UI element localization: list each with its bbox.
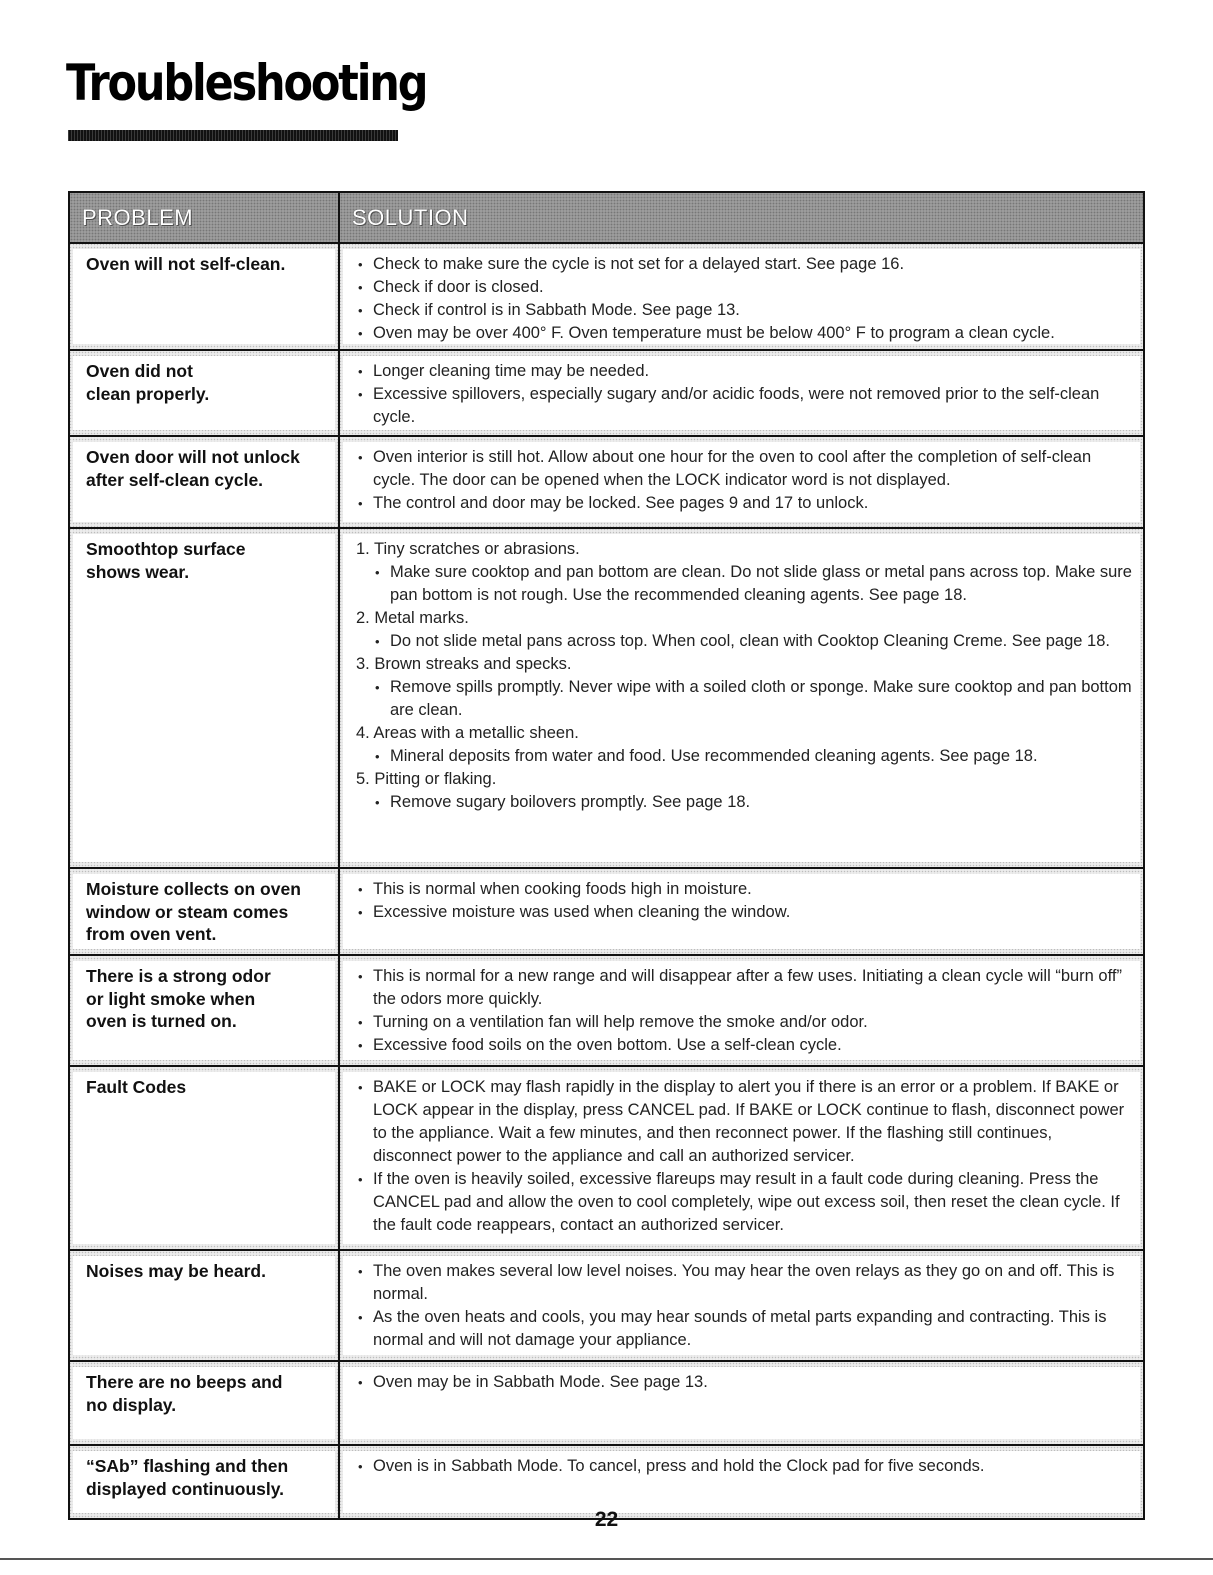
footer-rule [0,1558,1213,1560]
table-row [69,955,1144,1066]
table-row [69,1250,1144,1361]
table-row [69,350,1144,436]
solution-numbered-item: 4. Areas with a metallic sheen. [356,724,579,742]
solution-bullet-item: • Turning on a ventilation fan will help remove the smoke and/or odor. [356,1011,1132,1034]
solution-cell [339,1066,1144,1250]
solution-bullet-item: • Excessive spillovers, especially sugary and/or acidic foods, were not removed prior to the self-clean cycle. [356,383,1132,429]
solution-bullet-item: • The control and door may be locked. See pages 9 and 17 to unlock. [356,492,1132,515]
solution-cell [339,528,1144,868]
solution-bullet-item: • Oven is in Sabbath Mode. To cancel, press and hold the Clock pad for five seconds. [356,1455,1132,1478]
solution-bullet-item: • The oven makes several low level noises. You may hear the oven relays as they go on and off. This is normal. [356,1260,1132,1306]
solution-bullet-item: • This is normal for a new range and will disappear after a few uses. Initiating a clean cycle will “burn off” the odors more quickly. [356,965,1132,1011]
solution-bullet-item: • Make sure cooktop and pan bottom are clean. Do not slide glass or metal pans across top. Make sure pan bottom is not rough. Use the recommended cleaning agents. See page 18. [356,561,1132,607]
solution-bullet-item: • Excessive food soils on the oven bottom. Use a self-clean cycle. [356,1034,1132,1057]
solution-cell [339,868,1144,955]
solution-bullet-item: • Remove spills promptly. Never wipe with a soiled cloth or sponge. Make sure cooktop and pan bottom are clean. [356,676,1132,722]
table-row [69,868,1144,955]
table-header-row [69,192,1144,243]
solution-bullet-item: • Check if control is in Sabbath Mode. See page 13. [356,299,1132,322]
solution-bullet-item: • If the oven is heavily soiled, excessive flareups may result in a fault code during cleaning. Press the CANCEL pad and allow the oven to cool completely, wipe out excess soil, then reset the clean cycle. If the fault code reappears, contact an authorized servicer. [356,1168,1132,1237]
problem-text: Noises may be heard. [86,1261,266,1281]
solution-bullet-item: • Oven may be over 400° F. Oven temperature must be below 400° F to program a clean cycle. [356,322,1132,345]
problem-cell [69,955,339,1066]
problem-cell [69,528,339,868]
solution-numbered-item: 2. Metal marks. [356,609,469,627]
table-row [69,1066,1144,1250]
table-body [69,243,1144,1519]
solution-cell [339,1250,1144,1361]
problem-text: Smoothtop surface shows wear. [86,539,246,582]
solution-numbered-item: 3. Brown streaks and specks. [356,655,572,673]
problem-cell [69,1361,339,1445]
page-number: 22 [594,1508,619,1531]
problem-cell [69,436,339,528]
problem-cell [69,350,339,436]
problem-cell [69,1066,339,1250]
solution-bullet-item: • Oven may be in Sabbath Mode. See page 13. [356,1371,1132,1394]
solution-bullet-item: • Do not slide metal pans across top. When cool, clean with Cooktop Cleaning Creme. See page 18. [356,630,1132,653]
solution-bullet-item: • Longer cleaning time may be needed. [356,360,1132,383]
problem-cell [69,1250,339,1361]
solution-bullet-item: • Check if door is closed. [356,276,1132,299]
title-underline [68,130,398,141]
solution-bullet-item: • BAKE or LOCK may flash rapidly in the display to alert you if there is an error or a problem. If BAKE or LOCK appear in the display, press CANCEL pad. If BAKE or LOCK continue to flash, disconnect power to the appliance. Wait a few minutes, and then reconnect power. If the flashing still continues, disconnect power to the appliance and call an authorized servicer. [356,1076,1132,1168]
solution-column-header: SOLUTION [339,192,1144,243]
solution-bullet-item: • Check to make sure the cycle is not set for a delayed start. See page 16. [356,253,1132,276]
table-row [69,436,1144,528]
solution-cell [339,955,1144,1066]
table-row [69,1361,1144,1445]
solution-bullet-item: • Oven interior is still hot. Allow about one hour for the oven to cool after the completion of self-clean cycle. The door can be opened when the LOCK indicator word is not displayed. [356,446,1132,492]
problem-text: Moisture collects on oven window or steam comes from oven vent. [86,879,301,944]
problem-text: Oven door will not unlock after self-clean cycle. [86,447,300,490]
solution-numbered-item: 1. Tiny scratches or abrasions. [356,540,580,558]
solution-cell [339,1361,1144,1445]
problem-text: There is a strong odor or light smoke when oven is turned on. [86,966,271,1031]
solution-cell [339,436,1144,528]
problem-text: Fault Codes [86,1077,187,1097]
problem-text: “SAb” flashing and then displayed continuously. [86,1456,289,1499]
problem-cell [69,868,339,955]
problem-text: Oven will not self-clean. [86,254,286,274]
problem-column-header: PROBLEM [69,192,339,243]
solution-cell [339,350,1144,436]
solution-bullet-item: • Mineral deposits from water and food. Use recommended cleaning agents. See page 18. [356,745,1132,768]
table-row [69,528,1144,868]
troubleshooting-table [68,191,1145,1520]
solution-cell [339,243,1144,350]
solution-bullet-item: • Excessive moisture was used when cleaning the window. [356,901,1132,924]
solution-bullet-item: • As the oven heats and cools, you may hear sounds of metal parts expanding and contracting. This is normal and will not damage your appliance. [356,1306,1132,1352]
page-title: Troubleshooting [66,54,427,112]
solution-numbered-item: 5. Pitting or flaking. [356,770,497,788]
solution-bullet-item: • Remove sugary boilovers promptly. See page 18. [356,791,1132,814]
solution-bullet-item: • This is normal when cooking foods high in moisture. [356,878,1132,901]
problem-cell [69,243,339,350]
problem-text: Oven did not clean properly. [86,361,210,404]
problem-text: There are no beeps and no display. [86,1372,283,1415]
table-row [69,243,1144,350]
